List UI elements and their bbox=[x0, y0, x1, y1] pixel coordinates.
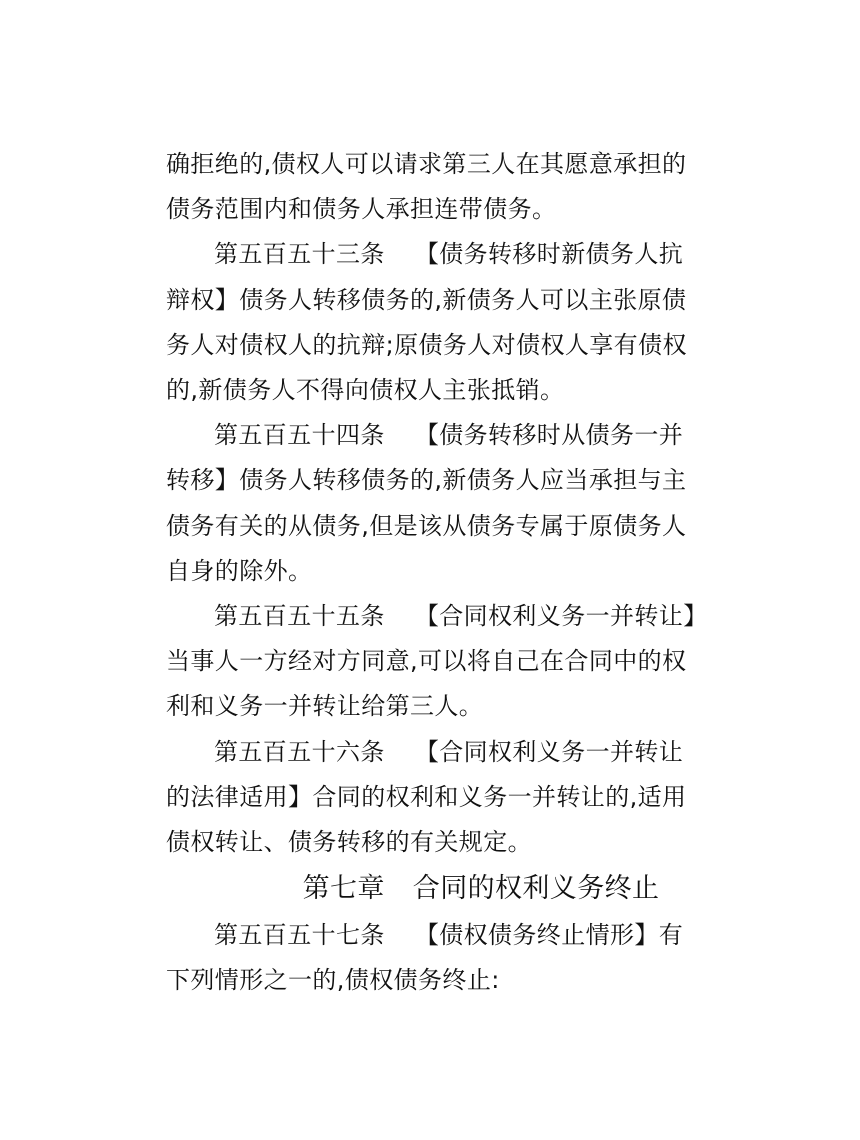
document-body bbox=[166, 142, 696, 1004]
article-557 bbox=[166, 913, 696, 1003]
article-number: 第五百五十四条 bbox=[214, 421, 385, 450]
chapter-heading bbox=[166, 865, 696, 913]
article-553 bbox=[166, 232, 696, 413]
article-number: 第五百五十六条 bbox=[214, 737, 385, 766]
chapter-title: 合同的权利义务终止 bbox=[412, 873, 660, 905]
article-number: 第五百五十七条 bbox=[214, 921, 385, 950]
article-556 bbox=[166, 730, 696, 866]
article-text: 【债务转移时从债务一并转移】债务人转移债务的,新债务人应当承担与主债务有关的从债务,但是该从债务专属于原债务人自身的除外。 bbox=[166, 421, 687, 585]
article-text: 【债权债务终止情形】有下列情形之一的,债权债务终止: bbox=[166, 921, 684, 995]
article-555 bbox=[166, 594, 696, 730]
article-text: 【合同权利义务一并转让的法律适用】合同的权利和义务一并转让的,适用债权转让、债务转移的有关规定。 bbox=[166, 737, 687, 857]
paragraph-text: 确拒绝的,债权人可以请求第三人在其愿意承担的债务范围内和债务人承担连带债务。 bbox=[166, 150, 687, 224]
article-554 bbox=[166, 413, 696, 594]
article-number: 第五百五十五条 bbox=[214, 602, 385, 631]
paragraph-continuation bbox=[166, 142, 696, 232]
article-text: 【合同权利义务一并转让】当事人一方经对方同意,可以将自己在合同中的权利和义务一并转让给第三人。 bbox=[166, 602, 696, 721]
article-text: 【债务转移时新债务人抗辩权】债务人转移债务的,新债务人可以主张原债务人对债权人的抗辩;原债务人对债权人享有债权的,新债务人不得向债权人主张抵销。 bbox=[166, 240, 687, 405]
chapter-number: 第七章 bbox=[302, 873, 385, 905]
article-number: 第五百五十三条 bbox=[214, 240, 385, 269]
